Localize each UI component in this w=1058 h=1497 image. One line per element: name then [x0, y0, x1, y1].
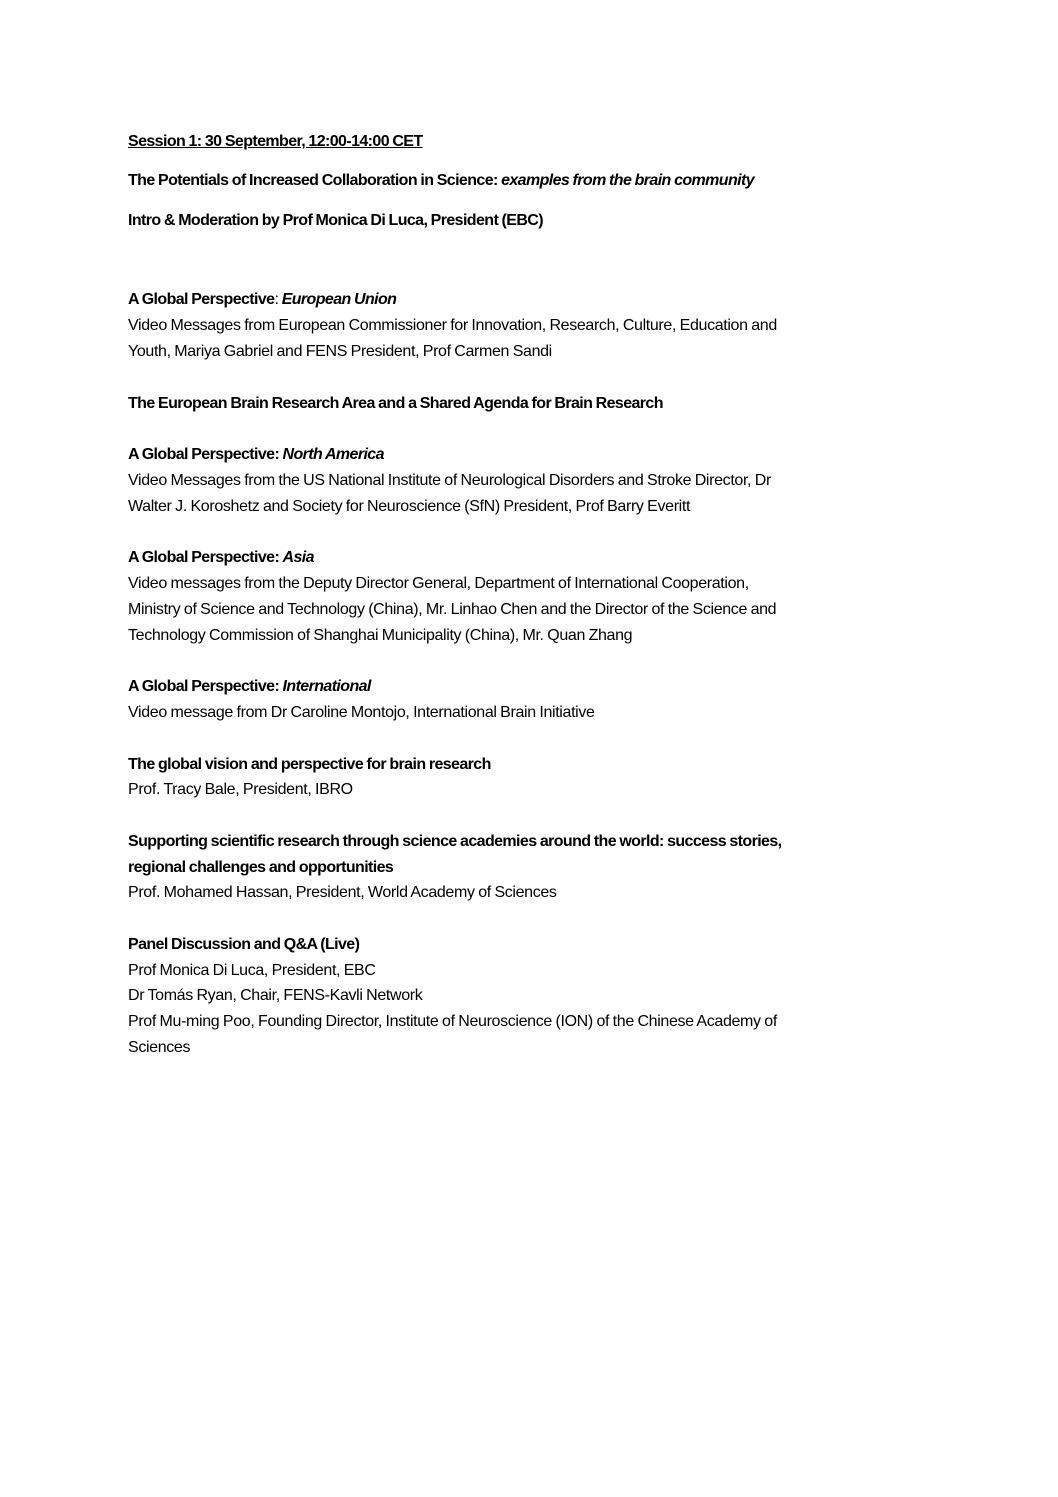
- session-title-main: The Potentials of Increased Collaboration in Science:: [128, 172, 502, 189]
- heading-text: A Global Perspective:: [128, 549, 283, 566]
- session-title: [128, 171, 754, 191]
- item-heading-global-vision: The global vision and perspective for brain research: [128, 756, 491, 773]
- item-heading-brain-research-area: The European Brain Research Area and a Shared Agenda for Brain Research: [128, 395, 663, 412]
- heading-text: A Global Perspective: [128, 291, 275, 308]
- item-text: Video Messages from European Commissioner for Innovation, Research, Culture, Education and: [128, 317, 777, 334]
- heading-text: A Global Perspective:: [128, 678, 283, 695]
- item-text: Video messages from the Deputy Director General, Department of International Cooperation,: [128, 575, 749, 592]
- item-text: Youth, Mariya Gabriel and FENS President, Prof Carmen Sandi: [128, 343, 552, 360]
- item-heading-north-america: [128, 445, 384, 465]
- panelist: Prof Monica Di Luca, President, EBC: [128, 962, 376, 979]
- item-text: Video Messages from the US National Institute of Neurological Disorders and Stroke Director, Dr: [128, 472, 771, 489]
- item-heading-european-union: [128, 290, 396, 310]
- panelist: Dr Tomás Ryan, Chair, FENS-Kavli Network: [128, 987, 423, 1004]
- item-text: Ministry of Science and Technology (China), Mr. Linhao Chen and the Director of the Science and: [128, 601, 777, 618]
- session-intro: Intro & Moderation by Prof Monica Di Luca, President (EBC): [128, 212, 543, 229]
- heading-region: Asia: [282, 549, 314, 566]
- session-heading: Session 1: 30 September, 12:00-14:00 CET: [128, 133, 423, 150]
- item-heading-international: [128, 677, 371, 697]
- panelist: Prof Mu-ming Poo, Founding Director, Institute of Neuroscience (ION) of the Chinese Academy of: [128, 1013, 777, 1030]
- item-heading-asia: [128, 548, 314, 568]
- heading-region: International: [282, 678, 371, 695]
- item-heading-science-academies-cont: regional challenges and opportunities: [128, 859, 394, 876]
- panelist-cont: Sciences: [128, 1039, 191, 1056]
- heading-region: North America: [282, 446, 384, 463]
- item-text: Prof. Mohamed Hassan, President, World Academy of Sciences: [128, 884, 557, 901]
- item-heading-panel-discussion: Panel Discussion and Q&A (Live): [128, 936, 360, 953]
- heading-separator: :: [274, 291, 282, 308]
- item-text: Technology Commission of Shanghai Municipality (China), Mr. Quan Zhang: [128, 627, 633, 644]
- session-title-italic: examples from the brain community: [501, 172, 755, 189]
- item-text: Video message from Dr Caroline Montojo, International Brain Initiative: [128, 704, 595, 721]
- heading-text: A Global Perspective:: [128, 446, 283, 463]
- heading-region: European Union: [281, 291, 397, 308]
- item-text: Prof. Tracy Bale, President, IBRO: [128, 781, 353, 798]
- item-heading-science-academies: Supporting scientific research through science academies around the world: success stories,: [128, 833, 782, 850]
- item-text: Walter J. Koroshetz and Society for Neuroscience (SfN) President, Prof Barry Everitt: [128, 498, 691, 515]
